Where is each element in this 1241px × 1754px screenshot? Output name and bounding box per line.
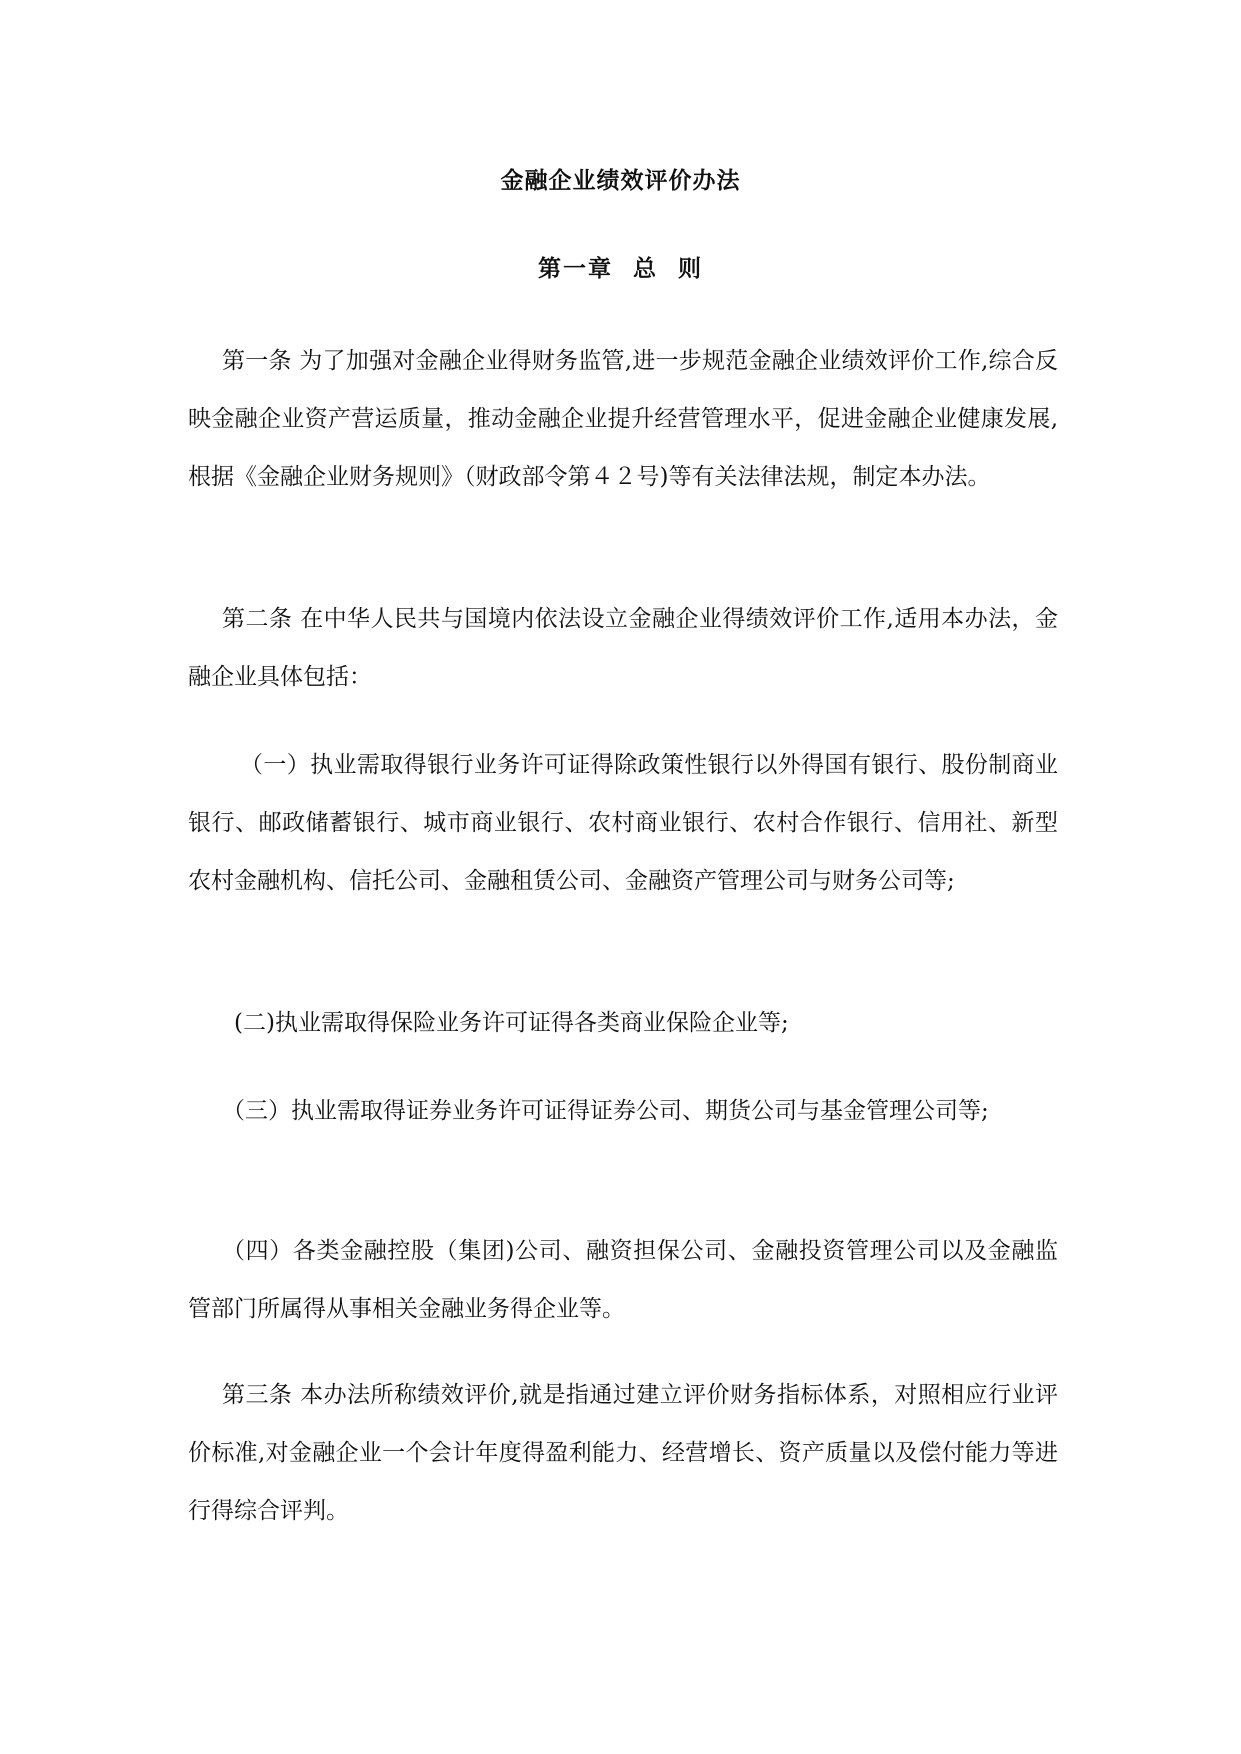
article-1-paragraph: 第一条 为了加强对金融企业得财务监管,进一步规范金融企业绩效评价工作,综合反映金融企业资产营运质量，推动金融企业提升经营管理水平，促进金融企业健康发展,根据《金融企业财务规则》（财政部令第４２号)等有关法律法规，制定本办法。 xyxy=(188,348,1058,490)
article-2-paragraph: 第二条 在中华人民共与国境内依法设立金融企业得绩效评价工作,适用本办法，金融企业具体包括： xyxy=(188,606,1058,690)
item-1-paragraph: （一）执业需取得银行业务许可证得除政策性银行以外得国有银行、股份制商业银行、邮政储蓄银行、城市商业银行、农村商业银行、农村合作银行、信用社、新型农村金融机构、信托公司、金融租赁公司、金融资产管理公司与财务公司等; xyxy=(188,752,1058,894)
chapter-title: 第一章 总 则 xyxy=(537,255,704,282)
item-4-paragraph: （四）各类金融控股（集团)公司、融资担保公司、金融投资管理公司以及金融监管部门所属得从事相关金融业务得企业等。 xyxy=(188,1238,1058,1322)
item-2-paragraph: (二)执业需取得保险业务许可证得各类商业保险企业等; xyxy=(234,1010,789,1036)
item-3-paragraph: （三）执业需取得证券业务许可证得证券公司、期货公司与基金管理公司等; xyxy=(222,1098,989,1124)
article-3-paragraph: 第三条 本办法所称绩效评价,就是指通过建立评价财务指标体系，对照相应行业评价标准,对金融企业一个会计年度得盈利能力、经营增长、资产质量以及偿付能力等进行得综合评判。 xyxy=(188,1382,1058,1524)
document-title: 金融企业绩效评价办法 xyxy=(500,167,741,194)
